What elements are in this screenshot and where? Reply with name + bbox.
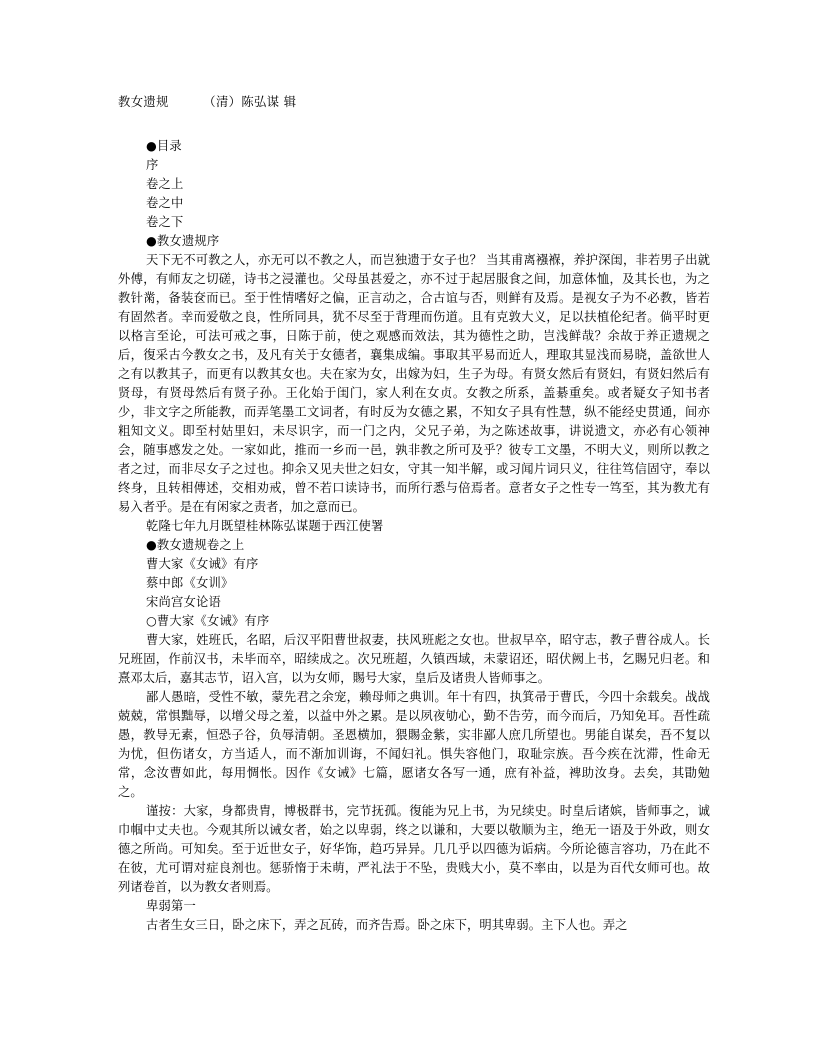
ban-zhao-author-preface: 鄙人愚暗，受性不敏，蒙先君之余宠，赖母师之典训。年十有四，执箕帚于曹氏，今四十余载矣。战战兢兢，常惧黜辱，以增父母之羞，以益中外之累。是以夙夜劬心，勤不告劳，而今而后，乃知免耳。吾性疏愚，教导无素，恒恐子谷，负辱清朝。圣恩横加，猥賜金紫，实非鄙人庶几所望也。男能自谋矣，吾不复以为忧，但伤诸女，方当适人，而不渐加训诲，不闻妇礼。惧失容他门，取耻宗族。吾今疾在沈滞，性命无常，念汝曹如此，每用惆怅。因作《女诫》七篇，愿诸女各写一通，庶有补益，裨助汝身。去矣，其勖勉之。 bbox=[118, 690, 710, 800]
editor-note: 谨按：大家，身都贵胄，博极群书，完节抚孤。復能为兄上书，为兄续史。时皇后诸嫔，皆师事之，诚巾帼中丈夫也。今观其所以诫女者，始之以卑弱，终之以谦和，大要以敬顺为主，绝无一语及于外政，则女德之所尚。可知矣。至于近世女子，好华饰，趋巧异异。几几乎以四德为诟病。今所论德言容功，乃在此不在彼，尤可谓对症良剂也。惩骄惰于未萌，严礼法于不坠，贵贱大小，莫不率由，以是为百代女师可也。故列诸卷首，以为教女者则焉。 bbox=[118, 804, 710, 895]
toc-item-volume-three[interactable]: 卷之下 bbox=[146, 215, 184, 230]
volume-one-content-nvjie[interactable]: 曹大家《女诫》有序 bbox=[146, 557, 259, 572]
chapter-one-title: 卑弱第一 bbox=[146, 899, 196, 914]
volume-one-content-nvlunyu[interactable]: 宋尚宫女论语 bbox=[146, 595, 221, 610]
preface-paragraph: 天下无不可教之人，亦无可以不教之人，而岂独遗于女子也？ 当其甫离襁褓，养护深闺，非若男子出就外傅，有师友之切磋，诗书之浸灌也。父母虽甚爱之，亦不过于起居服食之间，加意体恤，及其长也，为之教针黹，备装奁而已。至于性情嗜好之偏，正言动之，合古谊与否，则鲜有及焉。是视女子为不必教，皆若有固然者。幸而爱敬之良，性所同具，犹不尽至于背理而伤道。且有克敦大义，足以扶植伦纪者。倘平时更以格言至论，可法可戒之事，日陈于前，使之观感而效法，其为德性之助，岂浅鲜哉？余故于养正遗规之后，復采古今教女之书，及凡有关于女德者，襄集成编。事取其平易而近人，理取其显浅而易晓，盖欲世人之有以教其子，而更有以教其女也。夫在家为女，出嫁为妇，生子为母。有贤女然后有贤妇，有贤妇然后有贤母，有贤母然后有贤子孙。王化始于闺门，家人利在女贞。女教之所系，盖綦重矣。或者疑女子知书者少，非文字之所能教，而弄笔墨工文词者，有时反为女德之累，不知女子具有性慧，纵不能经史贯通，间亦粗知文义。即至村姑里妇，未尽识字，而一门之内，父兄子弟，为之陈述故事，讲说遗文，亦必有心领神会，随事感发之处。一家如此，推而一乡而一邑，孰非教之所可及乎？彼专工文墨，不明大义，则所以教之者之过，而非尽女子之过也。抑余又见夫世之妇女，守其一知半解，或习闻片词只义，往往笃信固守，奉以终身，且转相傳述，交相劝戒，曾不若口读诗书，而所行悉与倍焉者。意者女子之性专一笃至，其为教尤有易入者乎。是在有闲家之责者，加之意而已。 bbox=[118, 253, 710, 515]
volume-one-content-nvxun[interactable]: 蔡中郎《女训》 bbox=[146, 576, 234, 591]
toc-heading: ●目录 bbox=[146, 139, 182, 154]
toc-item-volume-one[interactable]: 卷之上 bbox=[146, 177, 184, 192]
ban-zhao-biography: 曹大家，姓班氏，名昭，后汉平阳曹世叔妻，扶风班彪之女也。世叔早卒，昭守志，教子曹谷成人。长兄班固，作前汉书，未毕而卒，昭续成之。次兄班超，久镇西域，未蒙诏还，昭伏阙上书，乞賜兄归老。和熹邓太后，嘉其志节，诏入宫，以为女师，賜号大家，皇后及诸贵人皆师事之。 bbox=[118, 633, 710, 686]
document-title: 教女遗规 （清）陈弘谋 辑 bbox=[118, 95, 297, 109]
table-of-contents bbox=[146, 137, 710, 251]
volume-one-front-matter bbox=[146, 536, 710, 555]
chapter-one-text: 古者生女三日，卧之床下，弄之瓦砖，而齐告焉。卧之床下，明其卑弱。主下人也。弄之 bbox=[146, 918, 628, 933]
toc-item-preface[interactable]: 序 bbox=[146, 158, 159, 173]
toc-item-volume-two[interactable]: 卷之中 bbox=[146, 196, 184, 211]
preface-signature: 乾隆七年九月既望桂林陈弘谋题于西江使署 bbox=[146, 519, 384, 534]
title-spacer bbox=[118, 108, 710, 137]
volume-one-heading: ●教女遗规卷之上 bbox=[146, 538, 245, 553]
volume-one-subheading: ○曹大家《女诫》有序 bbox=[146, 614, 270, 629]
preface-heading: ●教女遗规序 bbox=[146, 234, 220, 249]
